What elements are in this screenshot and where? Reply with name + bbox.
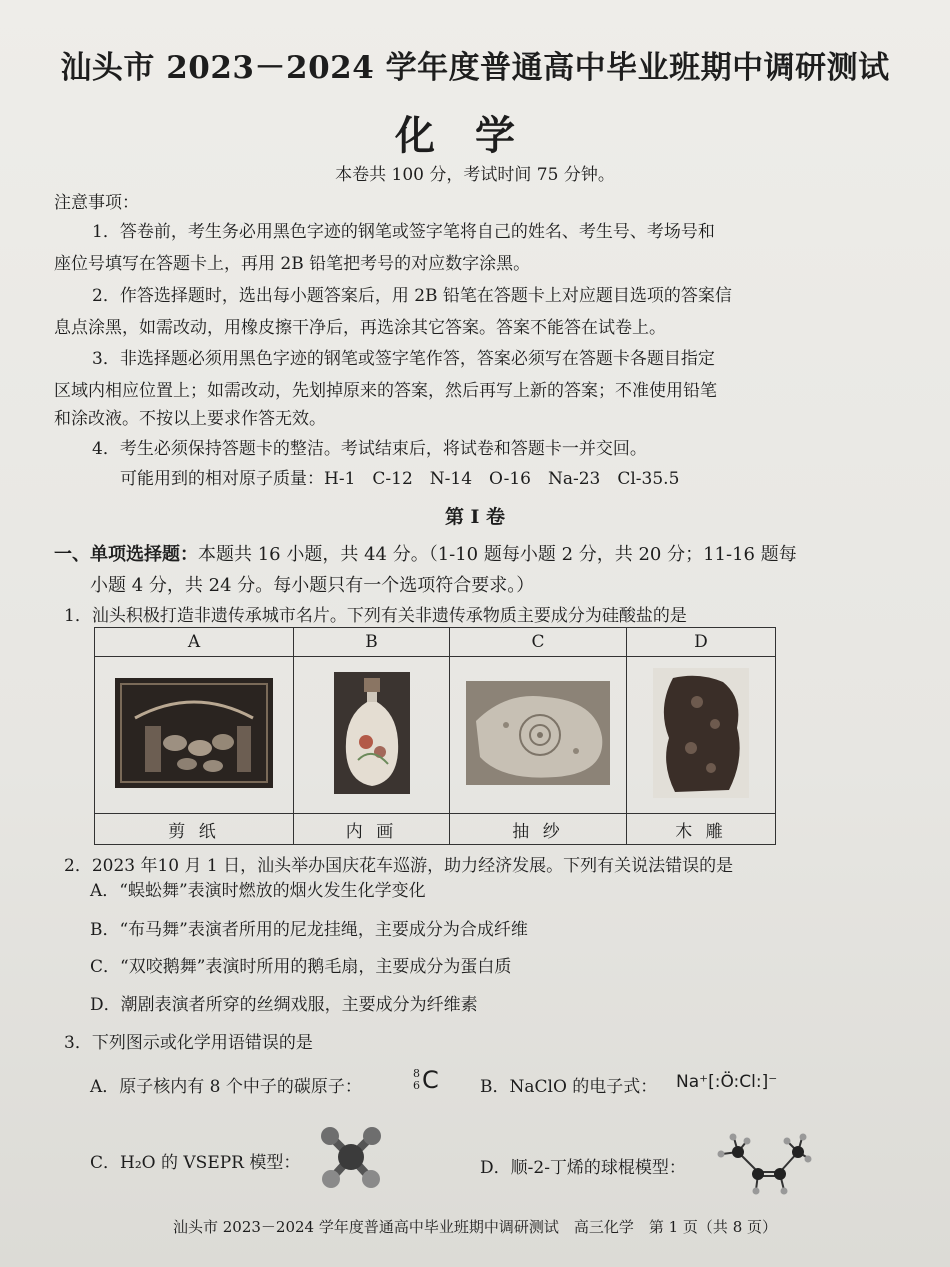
subject-title: 化学 <box>395 112 555 159</box>
q2-option-d: D．潮剧表演者所穿的丝绸戏服，主要成分为纤维素 <box>90 995 478 1015</box>
atomic-number: 6 <box>413 1079 420 1092</box>
nuclide-notation <box>408 1068 420 1092</box>
q1-header-c: C <box>450 628 627 657</box>
notes-heading: 注意事项： <box>54 193 139 213</box>
paper-cutting-image <box>115 678 273 788</box>
q3-option-d: D．顺-2-丁烯的球棍模型： <box>480 1158 686 1178</box>
section-label: 一、单项选择题： <box>54 544 198 565</box>
q1-header-d: D <box>627 628 776 657</box>
note-line: 和涂改液。不按以上要求作答无效。 <box>54 409 326 429</box>
section-text: 本题共 16 小题，共 44 分。（1-10 题每小题 2 分，共 20 分；11-16 题每 <box>198 544 797 565</box>
q1-image-cell-c <box>450 657 627 814</box>
note-line: 2．作答选择题时，选出每小题答案后，用 2B 铅笔在答题卡上对应题目选项的答案信 <box>92 286 732 306</box>
section-text-2: 小题 4 分，共 24 分。每小题只有一个选项符合要求。） <box>90 575 535 596</box>
note-line: 3．非选择题必须用黑色字迹的钢笔或签字笔作答，答案必须写在答题卡各题目指定 <box>92 349 715 369</box>
q1-stem: 1．汕头积极打造非遗传承城市名片。下列有关非遗传承物质主要成分为硅酸盐的是 <box>64 606 687 626</box>
q1-image-cell-b <box>294 657 450 814</box>
page-footer: 汕头市 2023－2024 学年度普通高中毕业班期中调研测试 高三化学 第 1 页（共 8 页） <box>172 1218 778 1236</box>
inner-painted-bottle-image <box>334 672 410 794</box>
note-line: 座位号填写在答题卡上，再用 2B 铅笔把考号的对应数字涂黑。 <box>54 254 531 274</box>
q1-header-b: B <box>294 628 450 657</box>
atomic-mass-line: 可能用到的相对原子质量：H-1 C-12 N-14 O-16 Na-23 Cl-35.5 <box>120 469 680 489</box>
mass-number: 8 <box>413 1067 420 1080</box>
h2o-vsepr-model-icon <box>318 1124 384 1190</box>
naclo-electron-formula: Na⁺[:Ö:Cl:]⁻ <box>676 1072 778 1092</box>
note-line: 息点涂黑，如需改动，用橡皮擦干净后，再选涂其它答案。答案不能答在试卷上。 <box>54 318 666 338</box>
q2-stem: 2．2023 年10 月 1 日，汕头举办国庆花车巡游，助力经济发展。下列有关说法错误的是 <box>64 856 734 876</box>
q3-option-c: C．H₂O 的 VSEPR 模型： <box>90 1153 301 1173</box>
note-line: 4．考生必须保持答题卡的整洁。考试结束后，将试卷和答题卡一并交回。 <box>92 439 647 459</box>
q2-option-c: C．“双咬鹅舞”表演时所用的鹅毛扇，主要成分为蛋白质 <box>90 957 512 977</box>
exam-title: 汕头市 2023－2024 学年度普通高中毕业班期中调研测试 <box>60 50 890 86</box>
q2-option-a: A．“蜈蚣舞”表演时燃放的烟火发生化学变化 <box>90 881 426 901</box>
cis-2-butene-ball-stick-icon <box>712 1132 812 1196</box>
q1-header-a: A <box>95 628 294 657</box>
exam-meta: 本卷共 100 分，考试时间 75 分钟。 <box>335 165 615 185</box>
carbon-symbol: C <box>422 1066 439 1094</box>
part-heading: 第 I 卷 <box>444 506 506 528</box>
drawnwork-embroidery-image <box>466 681 610 785</box>
q1-caption-d: 木 雕 <box>627 814 776 845</box>
wood-carving-image <box>653 668 749 798</box>
q1-caption-b: 内 画 <box>294 814 450 845</box>
note-line: 区域内相应位置上；如需改动，先划掉原来的答案，然后再写上新的答案；不准使用铅笔 <box>54 381 717 401</box>
q3-option-a: A．原子核内有 8 个中子的碳原子： <box>90 1077 362 1097</box>
q1-caption-a: 剪 纸 <box>95 814 294 845</box>
q1-caption-c: 抽 纱 <box>450 814 627 845</box>
section-heading <box>54 540 797 566</box>
q3-option-b: B．NaClO 的电子式： <box>480 1077 658 1097</box>
q3-stem: 3．下列图示或化学用语错误的是 <box>64 1033 313 1053</box>
q1-option-table <box>94 627 776 845</box>
note-line: 1．答卷前，考生务必用黑色字迹的钢笔或签字笔将自己的姓名、考生号、考场号和 <box>92 222 715 242</box>
q1-image-cell-d <box>627 657 776 814</box>
q1-image-cell-a <box>95 657 294 814</box>
q2-option-b: B．“布马舞”表演者所用的尼龙挂绳，主要成分为合成纤维 <box>90 920 528 940</box>
